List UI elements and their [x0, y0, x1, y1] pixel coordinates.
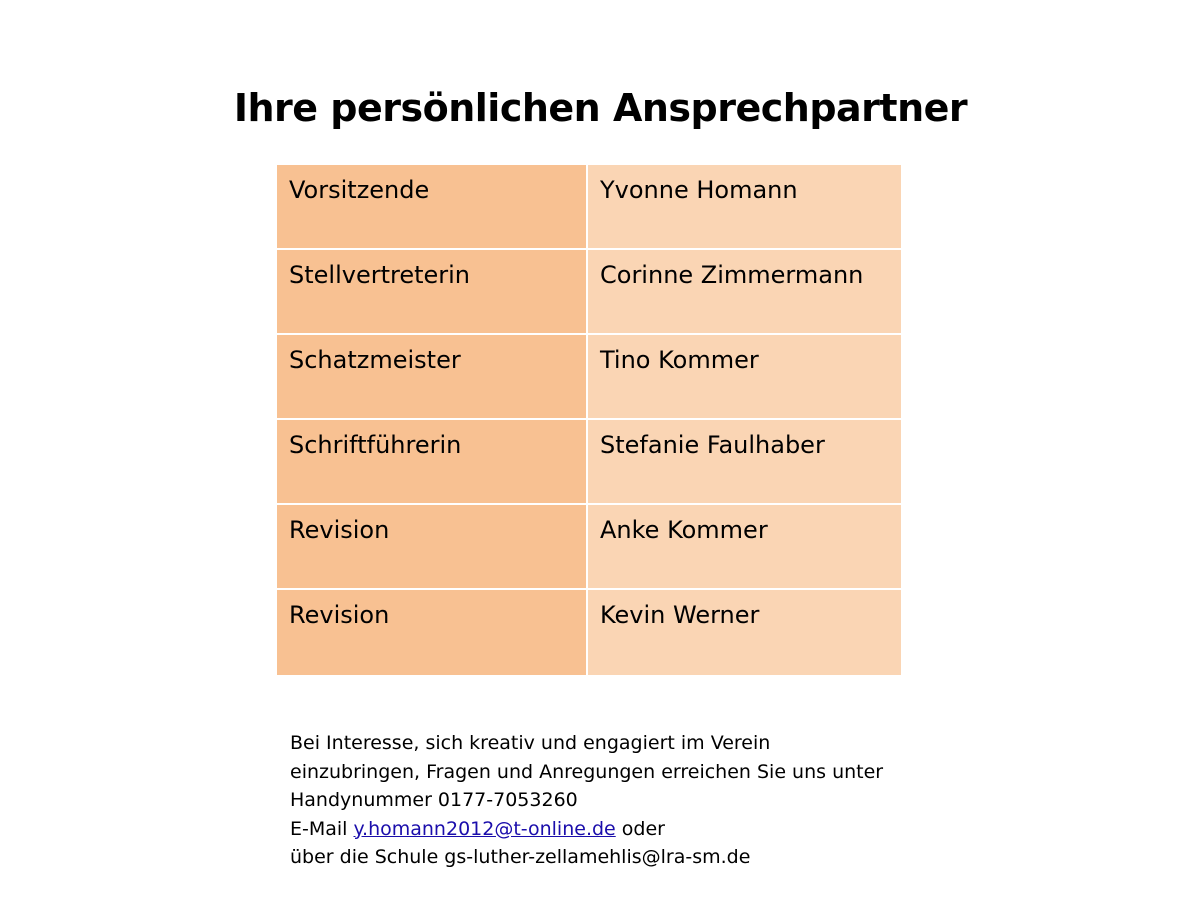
page-title: Ihre persönlichen Ansprechpartner	[233, 86, 968, 130]
name-cell: Corinne Zimmermann	[588, 250, 901, 333]
name-cell: Yvonne Homann	[588, 165, 901, 248]
info-line: Bei Interesse, sich kreativ und engagiert im Verein	[290, 732, 771, 754]
contact-table	[277, 165, 901, 675]
school-line: über die Schule gs-luther-zellamehlis@lra-sm.de	[290, 846, 751, 868]
role-cell: Stellvertreterin	[277, 250, 588, 333]
email-link[interactable]: y.homann2012@t-online.de	[353, 817, 616, 840]
name-cell: Tino Kommer	[588, 335, 901, 418]
table-row	[277, 505, 901, 590]
name-cell: Kevin Werner	[588, 590, 901, 675]
phone-line: Handynummer 0177-7053260	[290, 789, 578, 811]
role-cell: Revision	[277, 590, 588, 675]
contact-info	[290, 729, 930, 872]
email-prefix: E-Mail	[290, 817, 354, 840]
role-cell: Revision	[277, 505, 588, 588]
table-row	[277, 335, 901, 420]
table-row	[277, 590, 901, 675]
name-cell: Anke Kommer	[588, 505, 901, 588]
role-cell: Vorsitzende	[277, 165, 588, 248]
role-cell: Schatzmeister	[277, 335, 588, 418]
table-row	[277, 165, 901, 250]
table-row	[277, 420, 901, 505]
info-line: einzubringen, Fragen und Anregungen erreichen Sie uns unter	[290, 760, 884, 783]
email-suffix: oder	[615, 817, 665, 840]
email-line	[290, 815, 930, 844]
table-row	[277, 250, 901, 335]
name-cell: Stefanie Faulhaber	[588, 420, 901, 503]
role-cell: Schriftführerin	[277, 420, 588, 503]
